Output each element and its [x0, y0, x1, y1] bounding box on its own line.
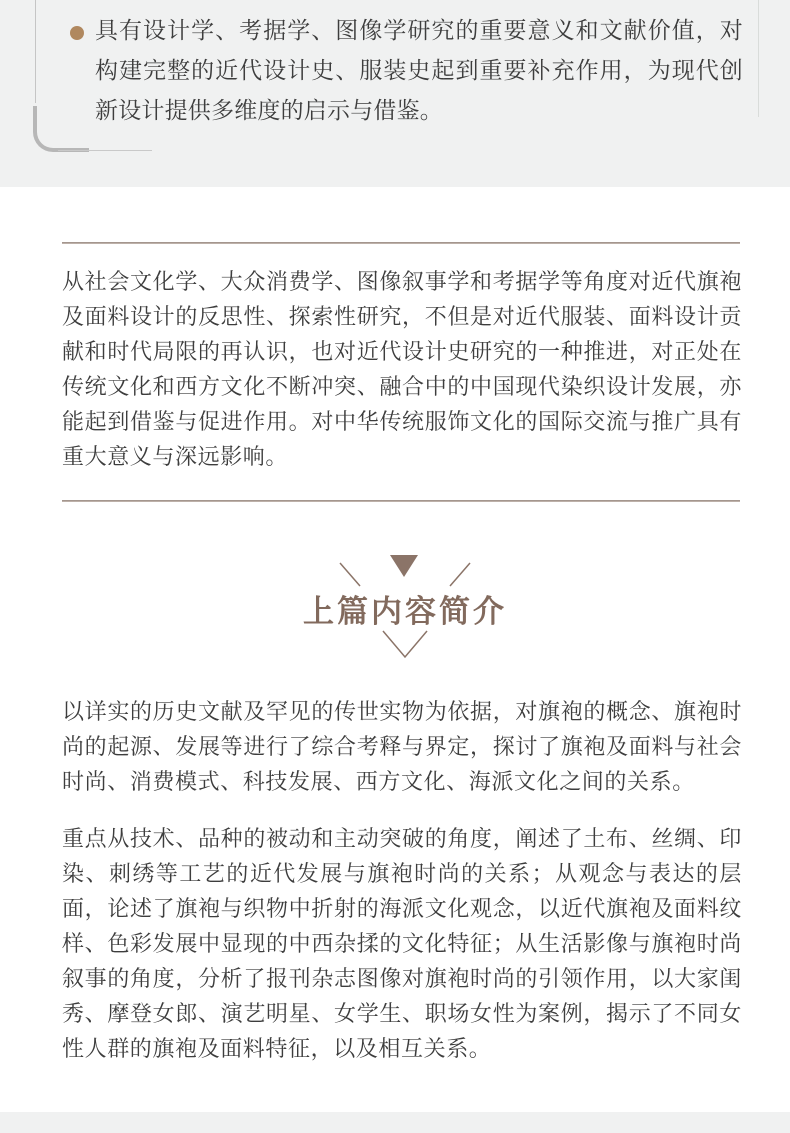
bottom-gray-band — [0, 1112, 790, 1133]
corner-bracket-extension-line — [58, 150, 152, 151]
ornament-right-diagonal — [450, 563, 470, 586]
section-divider-top — [62, 242, 740, 244]
right-frame-line — [758, 0, 759, 117]
highlight-bullet-text: 具有设计学、考据学、图像学研究的重要意义和文献价值，对构建完整的近代设计史、服装史起到重要补充作用，为现代创新设计提供多维度的启示与借鉴。 — [95, 17, 743, 123]
left-frame-line — [35, 0, 36, 103]
ornament-left-diagonal — [340, 563, 360, 586]
section-divider-bottom — [62, 500, 740, 502]
bullet-icon — [70, 26, 84, 40]
intro-paragraph-1: 以详实的历史文献及罕见的传世实物为依据，对旗袍的概念、旗袍时尚的起源、发展等进行了综合考释与界定，探讨了旗袍及面料与社会时尚、消费模式、科技发展、西方文化、海派文化之间的关系。 — [62, 699, 742, 794]
triangle-down-icon — [390, 555, 418, 577]
corner-bracket-decoration — [33, 106, 89, 152]
section-heading: 上篇内容简介 — [303, 594, 507, 629]
overview-paragraph: 从社会文化学、大众消费学、图像叙事学和考据学等角度对近代旗袍及面料设计的反思性、探索性研究，不但是对近代服装、面料设计贡献和时代局限的再认识，也对近代设计史研究的一种推进，对正处在传统文化和西方文化不断冲突、融合中的中国现代染织设计发展，亦能起到借鉴与促进作用。对中华传统服饰文化的国际交流与推广具有重大意义与深远影响。 — [62, 269, 742, 469]
chevron-down-icon — [383, 631, 427, 657]
intro-paragraph-2: 重点从技术、品种的被动和主动突破的角度，阐述了土布、丝绸、印染、刺绣等工艺的近代发展与旗袍时尚的关系；从观念与表达的层面，论述了旗袍与织物中折射的海派文化观念，以近代旗袍及面料纹样、色彩发展中显现的中西杂揉的文化特征；从生活影像与旗袍时尚叙事的角度，分析了报刊杂志图像对旗袍时尚的引领作用，以大家闺秀、摩登女郎、演艺明星、女学生、职场女性为案例，揭示了不同女性人群的旗袍及面料特征，以及相互关系。 — [62, 826, 742, 1061]
